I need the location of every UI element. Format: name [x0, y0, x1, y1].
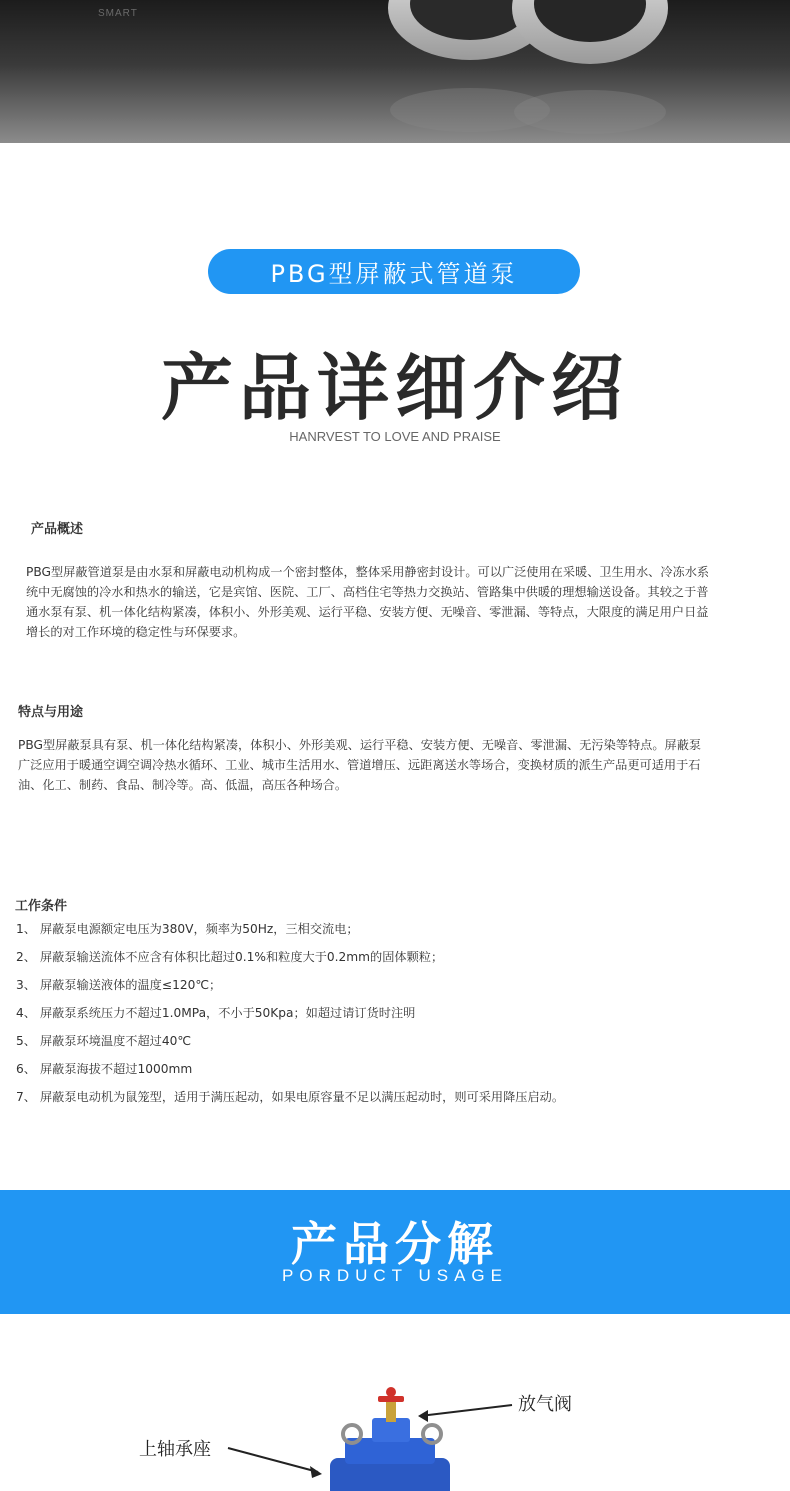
- page-subtitle: HANRVEST TO LOVE AND PRAISE: [289, 429, 501, 444]
- list-item: [16, 948, 776, 976]
- item-text: 屏蔽泵电动机为鼠笼型，适用于满压起动，如果电原容量不足以满压起动时，则可采用降压启动。: [40, 1090, 565, 1104]
- item-text: 屏蔽泵系统压力不超过1.0MPa，不小于50Kpa；如超过请订货时注明: [40, 1006, 416, 1020]
- pump-diagram: [0, 1340, 790, 1491]
- features-paragraph: [18, 735, 778, 795]
- item-number: 7、: [16, 1090, 36, 1104]
- item-text: 屏蔽泵环境温度不超过40℃: [40, 1034, 192, 1048]
- label-upper-bearing-seat: 上轴承座: [139, 1439, 211, 1459]
- overview-line: 增长的对工作环境的稳定性与环保要求。: [26, 625, 246, 639]
- item-number: 4、: [16, 1006, 36, 1020]
- bearing-image: [0, 0, 790, 143]
- overview-heading: 产品概述: [31, 522, 84, 537]
- list-item: [16, 1088, 776, 1116]
- item-number: 5、: [16, 1034, 36, 1048]
- conditions-heading: 工作条件: [15, 899, 68, 914]
- item-text: 屏蔽泵输送流体不应含有体积比超过0.1%和粒度大于0.2mm的固体颗粒；: [40, 950, 444, 964]
- breakdown-banner: [0, 1190, 790, 1314]
- item-number: 6、: [16, 1062, 36, 1076]
- overview-line: 通水泵有泵、机一体化结构紧凑，体积小、外形美观、运行平稳、安装方便、无噪音、零泄漏、等特点，大限度的满足用户日益: [26, 605, 709, 619]
- item-text: 屏蔽泵电源额定电压为380V，频率为50Hz，三相交流电；: [40, 922, 359, 936]
- label-air-valve: 放气阀: [518, 1394, 572, 1414]
- overview-paragraph: [26, 562, 776, 642]
- features-line: 油、化工、制药、食品、制冷等。高、低温，高压各种场合。: [18, 778, 348, 792]
- overview-line: PBG型屏蔽管道泵是由水泵和屏蔽电动机构成一个密封整体，整体采用静密封设计。可以广泛使用在采暖、卫生用水、冷冻水系: [26, 565, 710, 579]
- product-name-pill: PBG型屏蔽式管道泵: [208, 249, 580, 294]
- list-item: [16, 1032, 776, 1060]
- list-item: [16, 976, 776, 1004]
- item-number: 2、: [16, 950, 36, 964]
- list-item: [16, 920, 776, 948]
- list-item: [16, 1060, 776, 1088]
- overview-line: 统中无腐蚀的冷水和热水的输送，它是宾馆、医院、工厂、高档住宅等热力交换站、管路集中供暖的理想输送设备。其较之于普: [26, 585, 709, 599]
- pump-illustration: [0, 1340, 790, 1491]
- features-heading: 特点与用途: [18, 705, 84, 720]
- brand-watermark: SMART: [98, 8, 138, 19]
- item-text: 屏蔽泵输送液体的温度≤120℃；: [40, 978, 222, 992]
- features-line: 广泛应用于暖通空调空调冷热水循环、工业、城市生活用水、管道增压、远距离送水等场合，变换材质的派生产品更可适用于石: [18, 758, 701, 772]
- breakdown-subtitle: PORDUCT USAGE: [282, 1266, 508, 1285]
- item-text: 屏蔽泵海拔不超过1000mm: [40, 1062, 193, 1076]
- list-item: [16, 1004, 776, 1032]
- page-title: 产品详细介绍: [160, 346, 629, 430]
- hero-banner: [0, 0, 790, 143]
- conditions-list: [16, 920, 776, 1116]
- breakdown-title: 产品分解: [291, 1217, 499, 1271]
- features-line: PBG型屏蔽泵具有泵、机一体化结构紧凑，体积小、外形美观、运行平稳、安装方便、无噪音、零泄漏、无污染等特点。屏蔽泵: [18, 738, 702, 752]
- item-number: 1、: [16, 922, 36, 936]
- item-number: 3、: [16, 978, 36, 992]
